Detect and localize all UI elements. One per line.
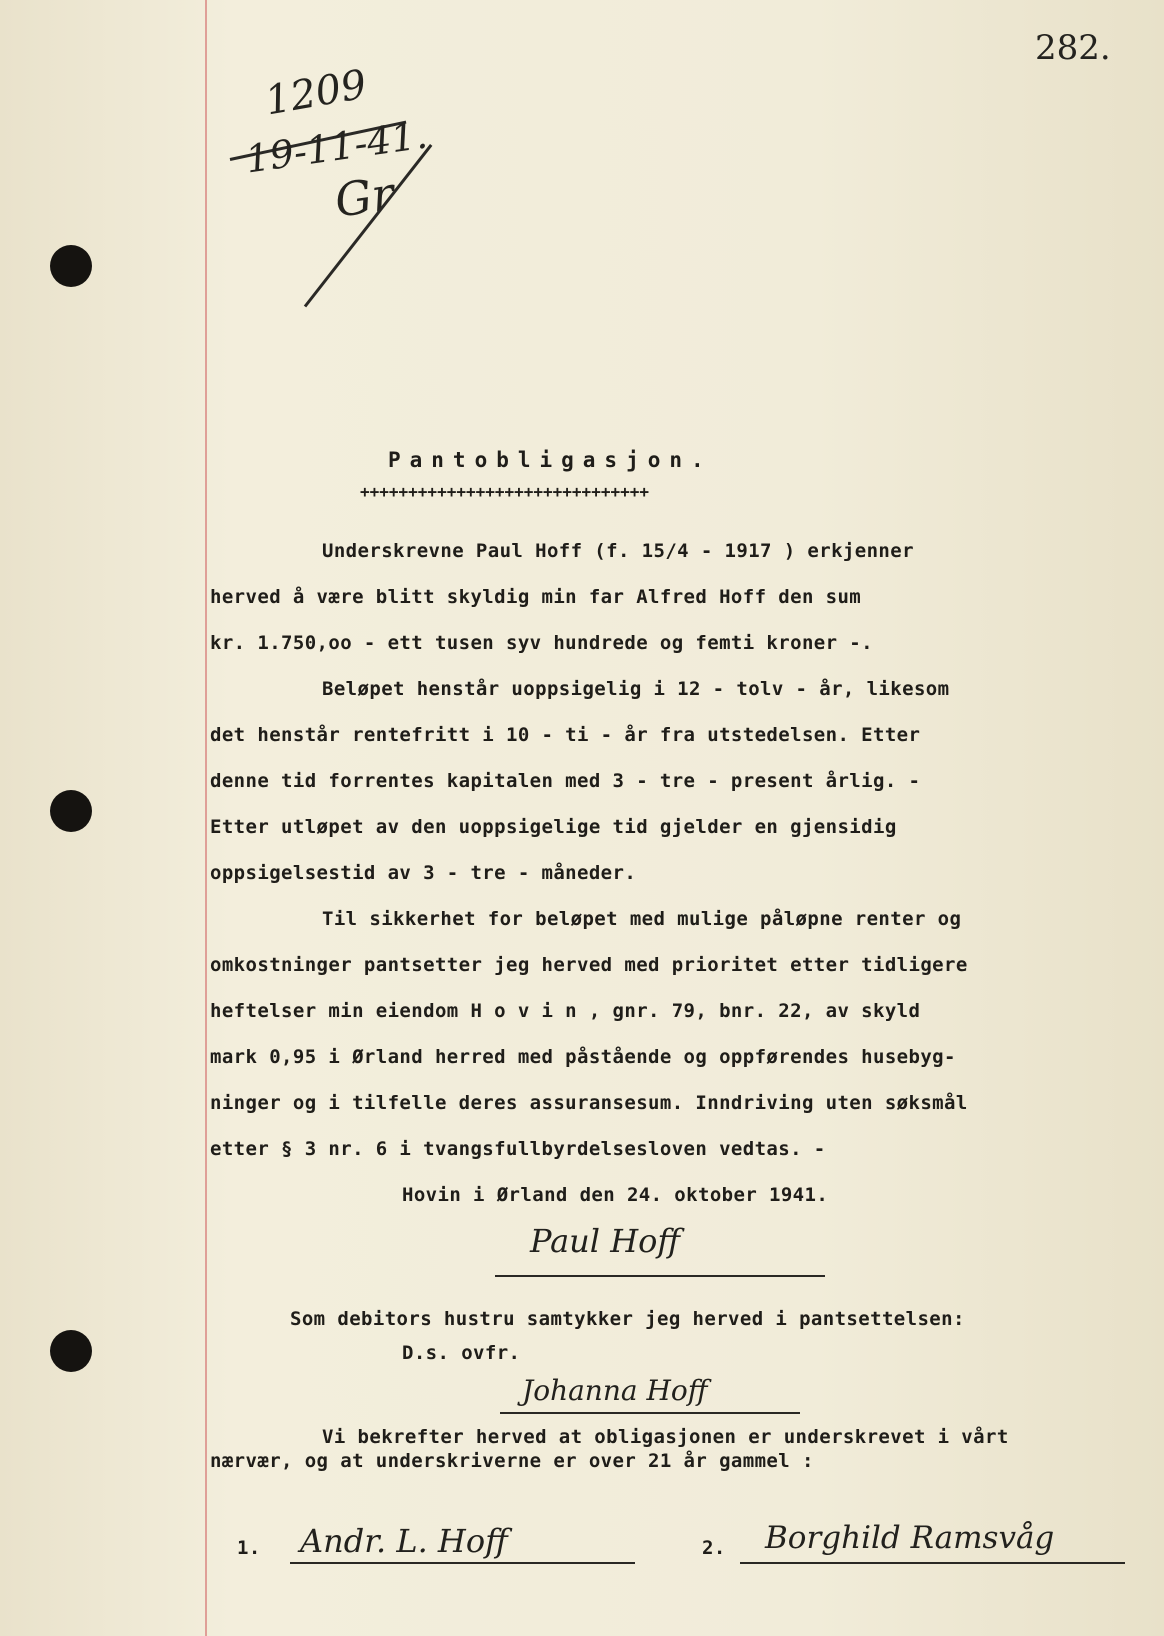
consent-note: D.s. ovfr. — [402, 1342, 521, 1364]
signature-wife: Johanna Hoff — [522, 1374, 708, 1407]
witness-text-1: Vi bekrefter herved at obligasjonen er underskrevet i vårt — [322, 1426, 1009, 1448]
signature-line-debtor — [495, 1275, 825, 1277]
margin-note-number: 1209 — [261, 61, 371, 125]
body-line-14: etter § 3 nr. 6 i tvangsfullbyrdelsesloven vedtas. - — [210, 1138, 826, 1160]
punch-hole-bottom — [50, 1330, 92, 1372]
body-line-10: omkostninger pantsetter jeg herved med prioritet etter tidligere — [210, 954, 968, 976]
witness-signature-1: Andr. L. Hoff — [300, 1522, 508, 1560]
margin-note-date: 19-11-41. — [242, 112, 431, 182]
witness-index-2: 2. — [702, 1537, 726, 1559]
signature-line-wife — [500, 1412, 800, 1414]
punch-hole-top — [50, 245, 92, 287]
body-line-13: ninger og i tilfelle deres assuransesum. Inndriving uten søksmål — [210, 1092, 968, 1114]
body-line-3: kr. 1.750,oo - ett tusen syv hundrede og femti kroner -. — [210, 632, 873, 654]
margin-rule — [205, 0, 207, 1636]
witness-index-1: 1. — [237, 1537, 261, 1559]
witness-text-2: nærvær, og at underskriverne er over 21 år gammel : — [210, 1450, 814, 1472]
body-line-8: oppsigelsestid av 3 - tre - måneder. — [210, 862, 637, 884]
body-line-5: det henstår rentefritt i 10 - ti - år fra utstedelsen. Etter — [210, 724, 921, 746]
title-underline: ++++++++++++++++++++++++++++++ — [360, 482, 649, 501]
signature-debtor: Paul Hoff — [530, 1222, 681, 1260]
page-number: 282. — [1035, 28, 1111, 68]
place-date: Hovin i Ørland den 24. oktober 1941. — [402, 1184, 829, 1206]
body-line-11: heftelser min eiendom H o v i n , gnr. 79, bnr. 22, av skyld — [210, 1000, 921, 1022]
body-line-4: Beløpet henstår uoppsigelig i 12 - tolv - år, likesom — [322, 678, 950, 700]
body-line-1: Underskrevne Paul Hoff (f. 15/4 - 1917 ) erkjenner — [322, 540, 914, 562]
witness-signature-2: Borghild Ramsvåg — [765, 1520, 1055, 1556]
document-title: Pantobligasjon. — [388, 448, 713, 472]
margin-note-initials: Gr — [331, 166, 398, 228]
body-line-9: Til sikkerhet for beløpet med mulige påløpne renter og — [322, 908, 962, 930]
body-line-12: mark 0,95 i Ørland herred med påstående og oppførendes husebyg- — [210, 1046, 956, 1068]
body-line-2: herved å være blitt skyldig min far Alfred Hoff den sum — [210, 586, 862, 608]
consent-line: Som debitors hustru samtykker jeg herved i pantsettelsen: — [290, 1308, 965, 1330]
witness-line-2 — [740, 1562, 1125, 1564]
body-line-7: Etter utløpet av den uoppsigelige tid gjelder en gjensidig — [210, 816, 897, 838]
punch-hole-middle — [50, 790, 92, 832]
body-line-6: denne tid forrentes kapitalen med 3 - tre - present årlig. - — [210, 770, 921, 792]
witness-line-1 — [290, 1562, 635, 1564]
